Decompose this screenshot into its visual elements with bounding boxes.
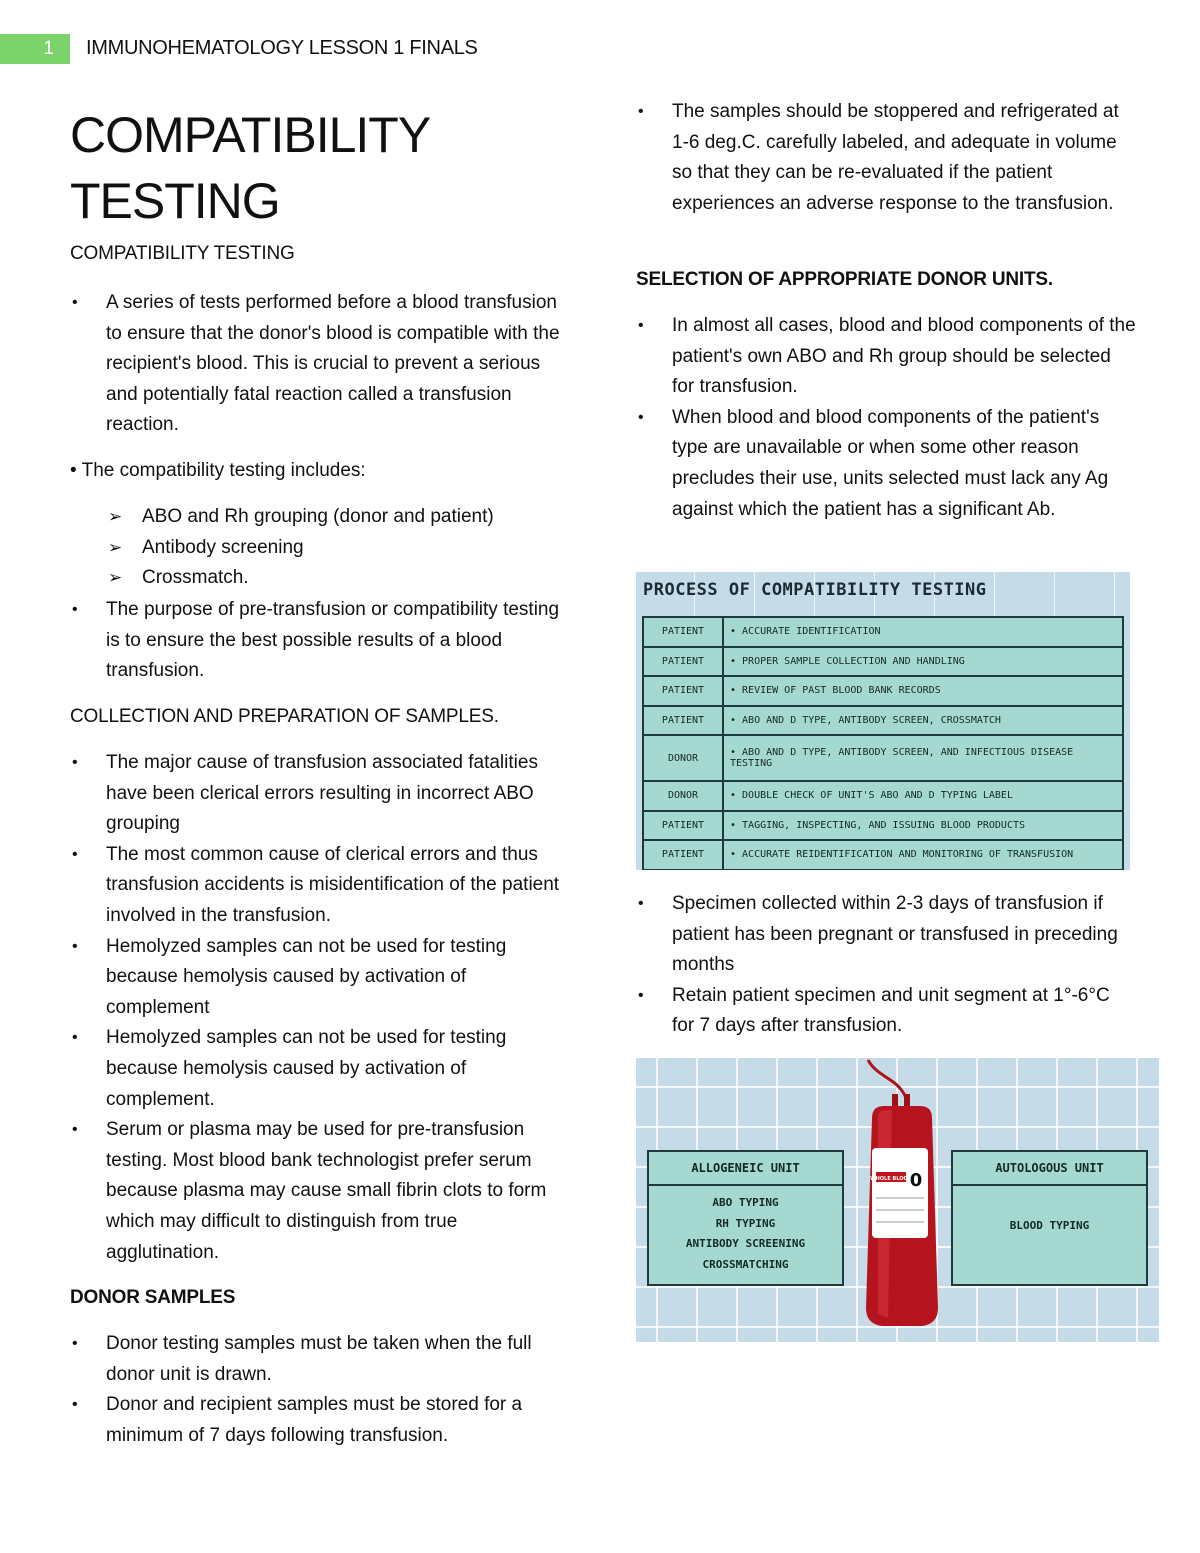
list-item: • Hemolyzed samples can not be used for testing because hemolysis caused by activation of complement bbox=[70, 932, 570, 1024]
table-cell-step: • ABO AND D TYPE, ANTIBODY SCREEN, CROSSMATCH bbox=[723, 706, 1123, 736]
page-number: 1 bbox=[0, 34, 70, 64]
table-cell-step: • ACCURATE REIDENTIFICATION AND MONITORING OF TRANSFUSION bbox=[723, 840, 1123, 870]
list-item: ➢ ABO and Rh grouping (donor and patient) bbox=[106, 502, 566, 533]
allogeneic-item: ABO TYPING bbox=[712, 1196, 779, 1209]
table-row bbox=[643, 811, 1123, 841]
page-title-line-1: COMPATIBILITY bbox=[70, 107, 431, 163]
bag-label-text: WHOLE BLOOD bbox=[870, 1176, 912, 1182]
table-row bbox=[643, 617, 1123, 647]
table-cell-role: PATIENT bbox=[643, 840, 723, 870]
list-item: • Hemolyzed samples can not be used for testing because hemolysis caused by activation of complement. bbox=[70, 1023, 570, 1115]
table-cell-step: • TAGGING, INSPECTING, AND ISSUING BLOOD PRODUCTS bbox=[723, 811, 1123, 841]
table-cell-step: • ABO AND D TYPE, ANTIBODY SCREEN, AND INFECTIOUS DISEASE TESTING bbox=[723, 735, 1123, 781]
table-cell-role: DONOR bbox=[643, 735, 723, 781]
storage-bullets bbox=[636, 97, 1126, 219]
list-item: • The samples should be stoppered and refrigerated at 1-6 deg.C. carefully labeled, and adequate in volume so that they can be re-evaluated if the patient experiences an adverse response to the transfusion. bbox=[636, 97, 1126, 219]
table-cell-step: • ACCURATE IDENTIFICATION bbox=[723, 617, 1123, 647]
table-cell-step: • PROPER SAMPLE COLLECTION AND HANDLING bbox=[723, 647, 1123, 677]
list-item: • The purpose of pre-transfusion or compatibility testing is to ensure the best possible results of a blood transfusion. bbox=[70, 595, 570, 687]
list-item: • In almost all cases, blood and blood components of the patient's own ABO and Rh group should be selected for transfusion. bbox=[636, 311, 1136, 403]
specimen-bullets bbox=[636, 889, 1136, 1042]
table-row bbox=[643, 706, 1123, 736]
process-table-title: PROCESS OF COMPATIBILITY TESTING bbox=[643, 580, 987, 600]
includes-intro: • The compatibility testing includes: bbox=[70, 460, 366, 481]
allogeneic-item: RH TYPING bbox=[715, 1216, 776, 1230]
table-row bbox=[643, 781, 1123, 811]
page-header bbox=[0, 34, 1200, 64]
includes-list bbox=[106, 502, 566, 594]
section-heading-selection: SELECTION OF APPROPRIATE DONOR UNITS. bbox=[636, 269, 1053, 290]
list-item: • Retain patient specimen and unit segment at 1°-6°C for 7 days after transfusion. bbox=[636, 981, 1136, 1042]
autologous-item: BLOOD TYPING bbox=[1009, 1219, 1090, 1232]
table-cell-role: PATIENT bbox=[643, 811, 723, 841]
process-table-figure bbox=[636, 572, 1130, 870]
table-row bbox=[643, 647, 1123, 677]
process-table bbox=[642, 616, 1124, 870]
autologous-unit-box bbox=[951, 1150, 1148, 1286]
list-item: • Donor and recipient samples must be stored for a minimum of 7 days following transfusion. bbox=[70, 1390, 570, 1451]
list-item: ➢ Antibody screening bbox=[106, 533, 566, 564]
table-row bbox=[643, 676, 1123, 706]
list-item: • A series of tests performed before a blood transfusion to ensure that the donor's blood is compatible with the recipient's blood. This is crucial to prevent a serious and potentially fatal reaction called a transfusion reaction. bbox=[70, 288, 570, 441]
list-item: ➢ Crossmatch. bbox=[106, 563, 566, 594]
blood-bag-icon bbox=[858, 1058, 944, 1342]
table-cell-role: PATIENT bbox=[643, 676, 723, 706]
table-cell-step: • REVIEW OF PAST BLOOD BANK RECORDS bbox=[723, 676, 1123, 706]
purpose-bullets bbox=[70, 595, 570, 687]
table-row bbox=[643, 840, 1123, 870]
blood-unit-figure bbox=[636, 1058, 1159, 1342]
table-row bbox=[643, 735, 1123, 781]
allogeneic-unit-title: ALLOGENEIC UNIT bbox=[649, 1152, 842, 1186]
page-title-line-2: TESTING bbox=[70, 173, 280, 229]
list-item: • Donor testing samples must be taken when the full donor unit is drawn. bbox=[70, 1329, 570, 1390]
section-heading-donor: DONOR SAMPLES bbox=[70, 1287, 236, 1308]
table-cell-role: PATIENT bbox=[643, 647, 723, 677]
bag-label-type: 0 bbox=[909, 1170, 923, 1191]
table-cell-role: PATIENT bbox=[643, 617, 723, 647]
allogeneic-item: ANTIBODY SCREENING bbox=[685, 1237, 806, 1250]
page-title bbox=[70, 102, 430, 234]
selection-bullets bbox=[636, 311, 1136, 525]
list-item: • The most common cause of clerical errors and thus transfusion accidents is misidentification of the patient involved in the transfusion. bbox=[70, 840, 570, 932]
list-item: • Serum or plasma may be used for pre-transfusion testing. Most blood bank technologist prefer serum because plasma may cause small fibrin clots to form which may difficult to distinguish from true agglutination. bbox=[70, 1115, 570, 1268]
list-item: • When blood and blood components of the patient's type are unavailable or when some other reason precludes their use, units selected must lack any Ag against which the patient has a significant Ab. bbox=[636, 403, 1136, 525]
list-item: • Specimen collected within 2-3 days of transfusion if patient has been pregnant or transfused in preceding months bbox=[636, 889, 1136, 981]
compatibility-bullets bbox=[70, 288, 570, 441]
section-heading-collection: COLLECTION AND PREPARATION OF SAMPLES. bbox=[70, 706, 499, 727]
collection-bullets bbox=[70, 748, 570, 1268]
donor-bullets bbox=[70, 1329, 570, 1451]
header-title: IMMUNOHEMATOLOGY LESSON 1 FINALS bbox=[86, 37, 478, 59]
section-heading-compatibility: COMPATIBILITY TESTING bbox=[70, 243, 295, 264]
list-item: • The major cause of transfusion associated fatalities have been clerical errors resulting in incorrect ABO grouping bbox=[70, 748, 570, 840]
table-cell-step: • DOUBLE CHECK OF UNIT'S ABO AND D TYPING LABEL bbox=[723, 781, 1123, 811]
allogeneic-item: CROSSMATCHING bbox=[702, 1257, 789, 1271]
table-cell-role: PATIENT bbox=[643, 706, 723, 736]
allogeneic-unit-box bbox=[647, 1150, 844, 1286]
autologous-unit-title: AUTOLOGOUS UNIT bbox=[953, 1152, 1146, 1186]
table-cell-role: DONOR bbox=[643, 781, 723, 811]
